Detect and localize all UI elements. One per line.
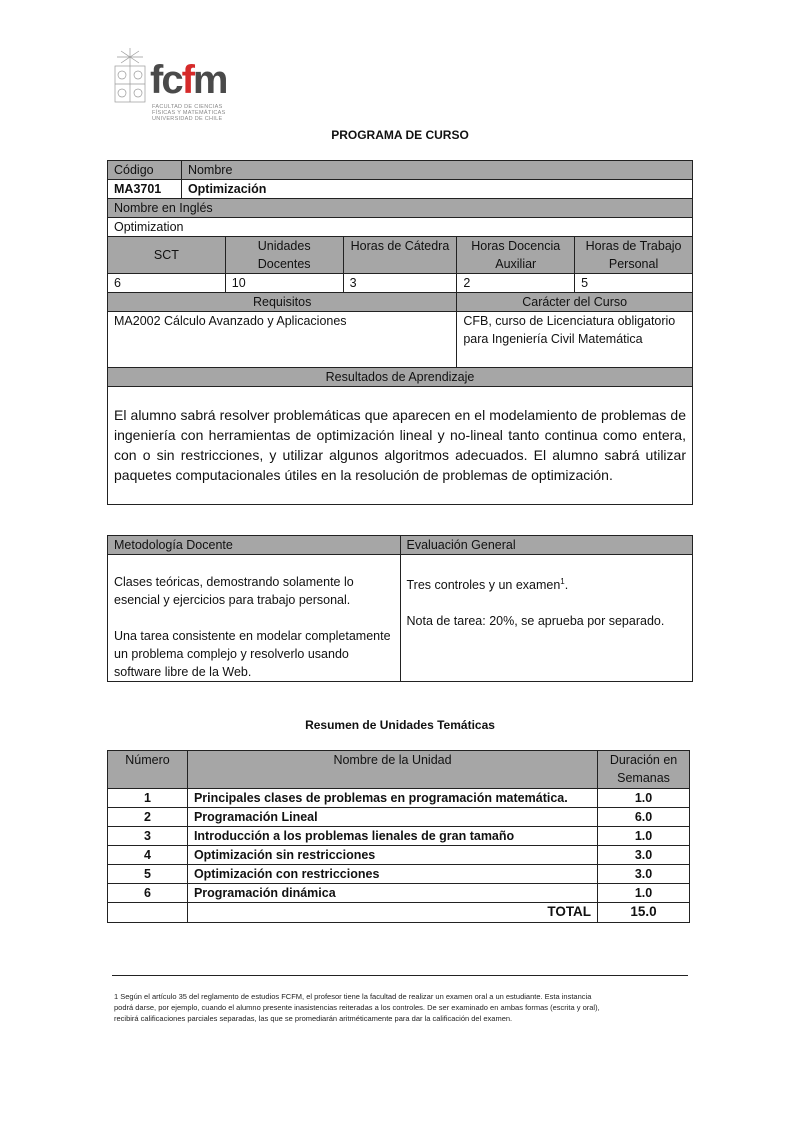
metodologia-content: [108, 555, 401, 682]
caracter-value: CFB, curso de Licenciatura obligatorio para Ingeniería Civil Matemática: [457, 312, 693, 368]
nombre-unidad-header: Nombre de la Unidad: [187, 751, 597, 789]
evaluacion-label: Evaluación General: [400, 536, 692, 555]
fcfm-logo: [112, 46, 242, 130]
footnote-ref[interactable]: 1: [560, 577, 565, 586]
fcfm-wordmark: fcfm: [150, 58, 227, 102]
unidades-docentes-value: 10: [225, 274, 343, 293]
total-row: [108, 903, 690, 923]
total-value: 15.0: [598, 903, 690, 923]
horas-catedra-value: 3: [343, 274, 457, 293]
course-code: MA3701: [108, 180, 182, 199]
resultados-text: El alumno sabrá resolver problemáticas que aparecen en el modelamiento de problemas de ingeniería con herramientas de optimización lineal y no-lineal tanto continua como entera, con o sin restricciones, y utilizar algunos algoritmos adecuados. El alumno sabrá utilizar paquetes computacionales útiles en la resolución de problemas de optimización.: [108, 387, 693, 505]
sct-header: SCT: [108, 237, 226, 274]
horas-catedra-header: Horas de Cátedra: [343, 237, 457, 274]
evaluacion-paragraph-2: Nota de tarea: 20%, se aprueba por separado.: [406, 614, 665, 629]
metodologia-paragraph-2: Una tarea consistente en modelar completamente un problema complejo y resolverlo usando software libre de la Web.: [114, 629, 391, 679]
codigo-label: Código: [108, 161, 182, 180]
horas-auxiliar-value: 2: [457, 274, 575, 293]
metodologia-label: Metodología Docente: [108, 536, 401, 555]
caracter-label: Carácter del Curso: [457, 293, 693, 312]
requisitos-label: Requisitos: [108, 293, 457, 312]
table-row: 1 Principales clases de problemas en programación matemática. 1.0: [108, 789, 690, 808]
units-title: Resumen de Unidades Temáticas: [305, 718, 495, 732]
faculty-name: FACULTAD DE CIENCIAS FÍSICAS Y MATEMÁTICAS UNIVERSIDAD DE CHILE: [152, 104, 226, 122]
total-label: TOTAL: [187, 903, 597, 923]
horas-auxiliar-header: Horas Docencia Auxiliar: [457, 237, 575, 274]
english-name-label: Nombre en Inglés: [108, 199, 693, 218]
footnote-divider: [112, 975, 688, 976]
table-row: 5 Optimización con restricciones 3.0: [108, 865, 690, 884]
university-crest-icon: [112, 46, 148, 106]
horas-personal-header: Horas de Trabajo Personal: [575, 237, 693, 274]
evaluacion-content: [400, 555, 692, 682]
duracion-header: Duración en Semanas: [598, 751, 690, 789]
unidades-docentes-header: Unidades Docentes: [225, 237, 343, 274]
table-row: 3 Introducción a los problemas lienales de gran tamaño 1.0: [108, 827, 690, 846]
evaluacion-paragraph-1: Tres controles y un examen$^1$.: [406, 577, 569, 593]
horas-personal-value: 5: [575, 274, 693, 293]
sct-value: 6: [108, 274, 226, 293]
table-row: 2 Programación Lineal 6.0: [108, 808, 690, 827]
numero-header: Número: [108, 751, 188, 789]
nombre-label: Nombre: [181, 161, 692, 180]
methodology-evaluation-table: [107, 535, 693, 682]
resultados-label: Resultados de Aprendizaje: [108, 368, 693, 387]
table-row: 4 Optimización sin restricciones 3.0: [108, 846, 690, 865]
units-table: [107, 750, 690, 923]
course-info-table: [107, 160, 693, 505]
table-row: 6 Programación dinámica 1.0: [108, 884, 690, 903]
footnote: 1 Según el artículo 35 del reglamento de estudios FCFM, el profesor tiene la facultad de realizar un examen oral a un estudiante. Esta instancia podrá darse, por ejemplo, cuando el alumno presente inasistencias reiteradas a los controles. De ser examinado en ambas formas (escrita y oral), recibirá calificaciones parciales separadas, las que se promediarán aritméticamente para dar la calificación del examen.: [114, 992, 600, 1023]
metodologia-paragraph-1: Clases teóricas, demostrando solamente lo esencial y ejercicios para trabajo personal.: [114, 575, 354, 607]
requisitos-value: MA2002 Cálculo Avanzado y Aplicaciones: [108, 312, 457, 368]
page-title: PROGRAMA DE CURSO: [331, 128, 469, 142]
english-name: Optimization: [108, 218, 693, 237]
course-name: Optimización: [181, 180, 692, 199]
